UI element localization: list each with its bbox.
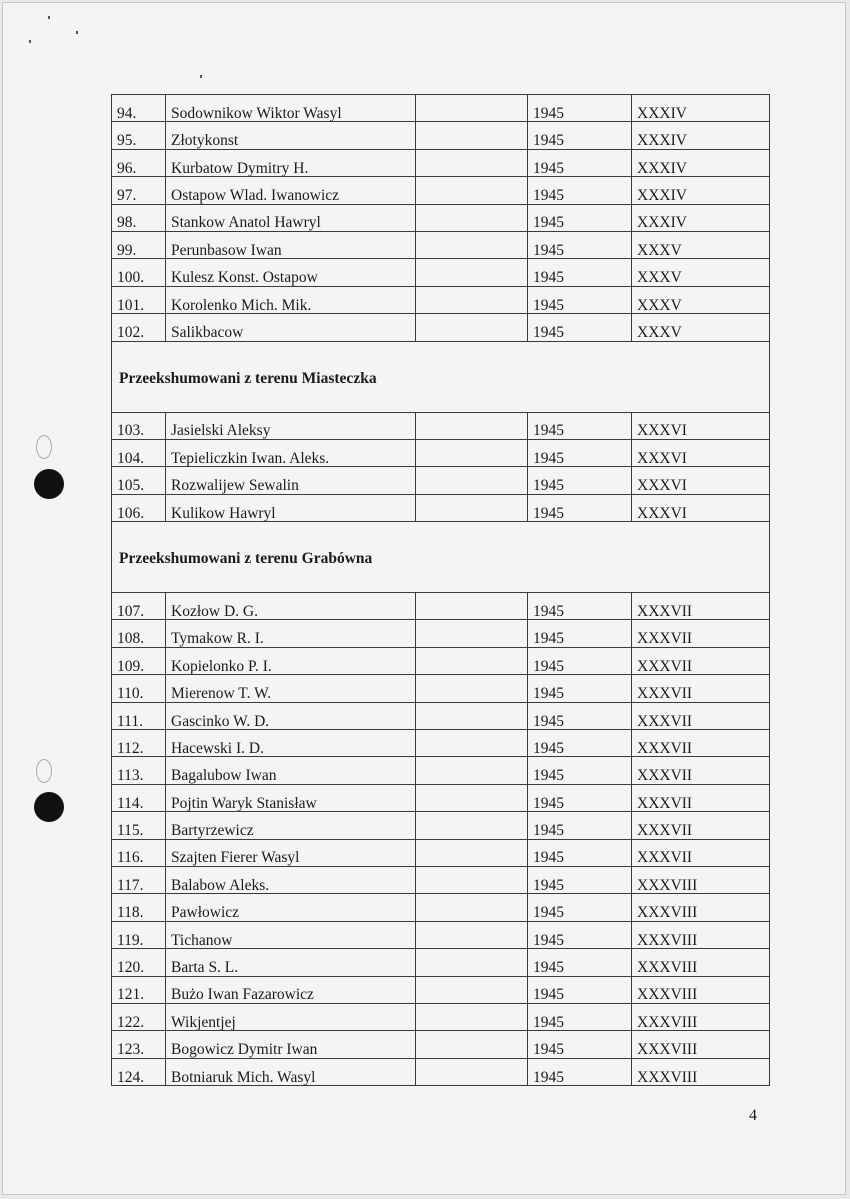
blank-cell: [416, 620, 528, 647]
blank-cell: [416, 149, 528, 176]
group-cell: XXXVII: [632, 812, 770, 839]
number-cell: 101.: [112, 286, 166, 313]
blank-cell: [416, 1058, 528, 1085]
section-heading: Przeekshumowani z terenu Miasteczka: [112, 341, 770, 412]
table-row: [112, 177, 770, 204]
blank-cell: [416, 439, 528, 466]
table-row: [112, 675, 770, 702]
year-cell: 1945: [528, 647, 632, 674]
name-cell: Mierenow T. W.: [166, 675, 416, 702]
year-cell: 1945: [528, 620, 632, 647]
group-cell: XXXV: [632, 286, 770, 313]
year-cell: 1945: [528, 204, 632, 231]
number-cell: 103.: [112, 412, 166, 439]
blank-cell: [416, 921, 528, 948]
punch-hole-outline: [36, 435, 52, 459]
number-cell: 106.: [112, 494, 166, 521]
name-cell: Bartyrzewicz: [166, 812, 416, 839]
group-cell: XXXVII: [632, 839, 770, 866]
number-cell: 117.: [112, 866, 166, 893]
blank-cell: [416, 467, 528, 494]
blank-cell: [416, 784, 528, 811]
table-row: [112, 122, 770, 149]
number-cell: 102.: [112, 314, 166, 341]
year-cell: 1945: [528, 122, 632, 149]
name-cell: Tepieliczkin Iwan. Aleks.: [166, 439, 416, 466]
name-cell: Ostapow Wlad. Iwanowicz: [166, 177, 416, 204]
year-cell: 1945: [528, 259, 632, 286]
name-cell: Hacewski I. D.: [166, 730, 416, 757]
number-cell: 97.: [112, 177, 166, 204]
blank-cell: [416, 702, 528, 729]
page-number: 4: [749, 1107, 757, 1124]
number-cell: 94.: [112, 95, 166, 122]
blank-cell: [416, 839, 528, 866]
name-cell: Bużo Iwan Fazarowicz: [166, 976, 416, 1003]
group-cell: XXXVII: [632, 620, 770, 647]
group-cell: XXXIV: [632, 122, 770, 149]
punch-hole: [34, 792, 64, 822]
number-cell: 124.: [112, 1058, 166, 1085]
group-cell: XXXVIII: [632, 866, 770, 893]
year-cell: 1945: [528, 784, 632, 811]
blank-cell: [416, 812, 528, 839]
blank-cell: [416, 949, 528, 976]
group-cell: XXXVIII: [632, 949, 770, 976]
blank-cell: [416, 894, 528, 921]
table-row: [112, 976, 770, 1003]
name-cell: Gascinko W. D.: [166, 702, 416, 729]
group-cell: XXXV: [632, 259, 770, 286]
table-row: [112, 866, 770, 893]
blank-cell: [416, 976, 528, 1003]
group-cell: XXXVII: [632, 730, 770, 757]
number-cell: 98.: [112, 204, 166, 231]
name-cell: Kulikow Hawryl: [166, 494, 416, 521]
name-cell: Botniaruk Mich. Wasyl: [166, 1058, 416, 1085]
blank-cell: [416, 647, 528, 674]
year-cell: 1945: [528, 286, 632, 313]
year-cell: 1945: [528, 231, 632, 258]
table-row: [112, 1003, 770, 1030]
year-cell: 1945: [528, 702, 632, 729]
table-row: [112, 412, 770, 439]
group-cell: XXXV: [632, 314, 770, 341]
group-cell: XXXVII: [632, 675, 770, 702]
name-cell: Balabow Aleks.: [166, 866, 416, 893]
name-cell: Kurbatow Dymitry H.: [166, 149, 416, 176]
group-cell: XXXVII: [632, 757, 770, 784]
year-cell: 1945: [528, 1031, 632, 1058]
table-row: [112, 702, 770, 729]
group-cell: XXXVIII: [632, 1031, 770, 1058]
year-cell: 1945: [528, 839, 632, 866]
name-cell: Bagalubow Iwan: [166, 757, 416, 784]
blank-cell: [416, 314, 528, 341]
year-cell: 1945: [528, 730, 632, 757]
number-cell: 99.: [112, 231, 166, 258]
blank-cell: [416, 494, 528, 521]
number-cell: 113.: [112, 757, 166, 784]
punch-hole-outline: [36, 759, 52, 783]
year-cell: 1945: [528, 95, 632, 122]
group-cell: XXXIV: [632, 95, 770, 122]
table-row: [112, 286, 770, 313]
year-cell: 1945: [528, 439, 632, 466]
number-cell: 114.: [112, 784, 166, 811]
section-heading: Przeekshumowani z terenu Grabówna: [112, 522, 770, 593]
blank-cell: [416, 866, 528, 893]
number-cell: 95.: [112, 122, 166, 149]
name-cell: Perunbasow Iwan: [166, 231, 416, 258]
name-cell: Kopielonko P. I.: [166, 647, 416, 674]
group-cell: XXXIV: [632, 177, 770, 204]
table-row: [112, 439, 770, 466]
number-cell: 112.: [112, 730, 166, 757]
table-row: [112, 259, 770, 286]
group-cell: XXXVII: [632, 593, 770, 620]
blank-cell: [416, 259, 528, 286]
table-row: [112, 231, 770, 258]
blank-cell: [416, 286, 528, 313]
blank-cell: [416, 1003, 528, 1030]
number-cell: 104.: [112, 439, 166, 466]
blank-cell: [416, 177, 528, 204]
blank-cell: [416, 412, 528, 439]
table-row: [112, 494, 770, 521]
table-row: [112, 1031, 770, 1058]
group-cell: XXXIV: [632, 204, 770, 231]
table-row: [112, 812, 770, 839]
year-cell: 1945: [528, 412, 632, 439]
number-cell: 121.: [112, 976, 166, 1003]
section-heading-row: [112, 341, 770, 412]
table-row: [112, 757, 770, 784]
year-cell: 1945: [528, 494, 632, 521]
number-cell: 122.: [112, 1003, 166, 1030]
table-row: [112, 620, 770, 647]
table-row: [112, 647, 770, 674]
year-cell: 1945: [528, 894, 632, 921]
year-cell: 1945: [528, 949, 632, 976]
group-cell: XXXVI: [632, 412, 770, 439]
number-cell: 123.: [112, 1031, 166, 1058]
name-cell: Barta S. L.: [166, 949, 416, 976]
name-cell: Kulesz Konst. Ostapow: [166, 259, 416, 286]
year-cell: 1945: [528, 757, 632, 784]
table-row: [112, 730, 770, 757]
blank-cell: [416, 730, 528, 757]
year-cell: 1945: [528, 177, 632, 204]
group-cell: XXXVIII: [632, 976, 770, 1003]
number-cell: 108.: [112, 620, 166, 647]
table-row: [112, 949, 770, 976]
table-row: [112, 314, 770, 341]
burial-register-table: [111, 94, 770, 1086]
group-cell: XXXVII: [632, 784, 770, 811]
name-cell: Tymakow R. I.: [166, 620, 416, 647]
year-cell: 1945: [528, 675, 632, 702]
year-cell: 1945: [528, 921, 632, 948]
table-row: [112, 839, 770, 866]
blank-cell: [416, 204, 528, 231]
number-cell: 115.: [112, 812, 166, 839]
group-cell: XXXVIII: [632, 1003, 770, 1030]
blank-cell: [416, 122, 528, 149]
name-cell: Kozłow D. G.: [166, 593, 416, 620]
table-row: [112, 894, 770, 921]
number-cell: 119.: [112, 921, 166, 948]
name-cell: Salikbacow: [166, 314, 416, 341]
year-cell: 1945: [528, 593, 632, 620]
table-row: [112, 593, 770, 620]
number-cell: 107.: [112, 593, 166, 620]
number-cell: 118.: [112, 894, 166, 921]
table-row: [112, 204, 770, 231]
blank-cell: [416, 757, 528, 784]
number-cell: 111.: [112, 702, 166, 729]
year-cell: 1945: [528, 976, 632, 1003]
blank-cell: [416, 1031, 528, 1058]
blank-cell: [416, 675, 528, 702]
name-cell: Pojtin Waryk Stanisław: [166, 784, 416, 811]
blank-cell: [416, 593, 528, 620]
table-row: [112, 149, 770, 176]
group-cell: XXXVIII: [632, 1058, 770, 1085]
group-cell: XXXIV: [632, 149, 770, 176]
number-cell: 116.: [112, 839, 166, 866]
group-cell: XXXVIII: [632, 894, 770, 921]
name-cell: Sodownikow Wiktor Wasyl: [166, 95, 416, 122]
year-cell: 1945: [528, 314, 632, 341]
group-cell: XXXVII: [632, 702, 770, 729]
name-cell: Korolenko Mich. Mik.: [166, 286, 416, 313]
table-row: [112, 95, 770, 122]
table-row: [112, 467, 770, 494]
name-cell: Tichanow: [166, 921, 416, 948]
section-heading-row: [112, 522, 770, 593]
punch-hole: [34, 469, 64, 499]
year-cell: 1945: [528, 1058, 632, 1085]
year-cell: 1945: [528, 149, 632, 176]
number-cell: 120.: [112, 949, 166, 976]
number-cell: 96.: [112, 149, 166, 176]
table-row: [112, 1058, 770, 1085]
number-cell: 100.: [112, 259, 166, 286]
group-cell: XXXVI: [632, 439, 770, 466]
year-cell: 1945: [528, 1003, 632, 1030]
table-row: [112, 921, 770, 948]
group-cell: XXXVII: [632, 647, 770, 674]
name-cell: Wikjentjej: [166, 1003, 416, 1030]
blank-cell: [416, 95, 528, 122]
group-cell: XXXVIII: [632, 921, 770, 948]
name-cell: Jasielski Aleksy: [166, 412, 416, 439]
year-cell: 1945: [528, 467, 632, 494]
group-cell: XXXV: [632, 231, 770, 258]
name-cell: Bogowicz Dymitr Iwan: [166, 1031, 416, 1058]
year-cell: 1945: [528, 866, 632, 893]
number-cell: 109.: [112, 647, 166, 674]
name-cell: Pawłowicz: [166, 894, 416, 921]
group-cell: XXXVI: [632, 494, 770, 521]
table-row: [112, 784, 770, 811]
number-cell: 110.: [112, 675, 166, 702]
name-cell: Złotykonst: [166, 122, 416, 149]
name-cell: Rozwalijew Sewalin: [166, 467, 416, 494]
group-cell: XXXVI: [632, 467, 770, 494]
document-page: [2, 2, 846, 1195]
number-cell: 105.: [112, 467, 166, 494]
name-cell: Stankow Anatol Hawryl: [166, 204, 416, 231]
year-cell: 1945: [528, 812, 632, 839]
blank-cell: [416, 231, 528, 258]
name-cell: Szajten Fierer Wasyl: [166, 839, 416, 866]
